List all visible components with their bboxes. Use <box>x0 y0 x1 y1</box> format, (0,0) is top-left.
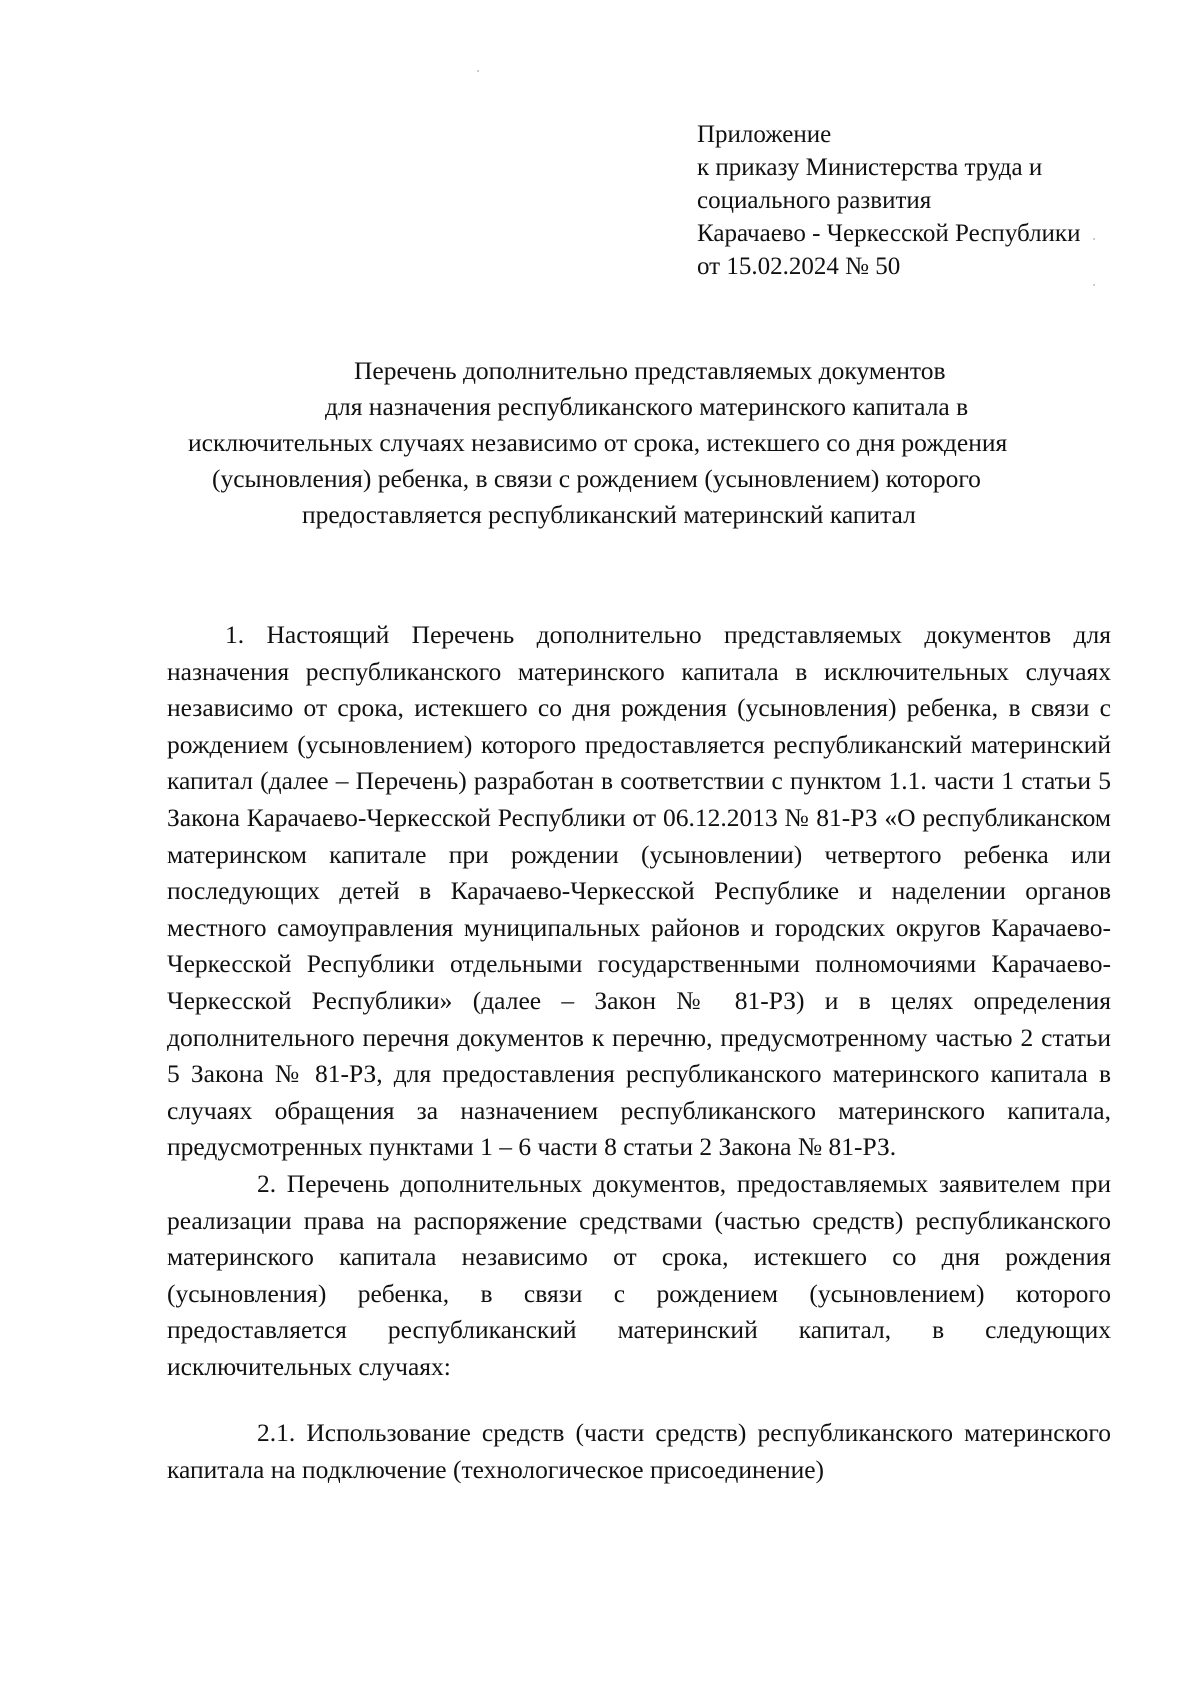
title-line: (усыновления) ребенка, в связи с рождением (усыновлением) которого <box>212 464 981 493</box>
approval-line: Приложение <box>697 121 832 148</box>
approval-line: к приказу Министерства труда и <box>697 154 1043 181</box>
approval-block <box>697 118 1080 283</box>
paragraph-1 <box>167 617 1111 1166</box>
document-title <box>150 353 1115 533</box>
paragraph-text: 1. Настоящий Перечень дополнительно представляемых документов для назначения республиканского материнского капитала в исключительных случаях независимо от срока, истекшего со дня рождения (усыновления) ребенка, в связи с рождением (усыновлением) которого предоставляется республиканский материнский капитал (далее – Перечень) разработан в соответствии с пунктом 1.1. части 1 статьи 5 Закона Карачаево-Черкесской Республики от 06.12.2013 № 81-РЗ «О республиканском материнском капитале при рождении (усыновлении) четвертого ребенка или последующих детей в Карачаево-Черкесской Республике и наделении органов местного самоуправления муниципальных районов и городских округов Карачаево-Черкесской Республики отдельными государственными полномочиями Карачаево-Черкесской Республики» (далее – Закон № 81-РЗ) и в целях определения дополнительного перечня документов к перечню, предусмотренному частью 2 статьи 5 Закона № 81-РЗ, для предоставления республиканского материнского капитала в случаях обращения за назначением республиканского материнского капитала, предусмотренных пунктами 1 – 6 части 8 статьи 2 Закона № 81-РЗ. <box>167 620 1111 1162</box>
title-line: предоставляется республиканский материнский капитал <box>302 500 916 529</box>
paragraph-text: 2. Перечень дополнительных документов, предоставляемых заявителем при реализации права на распоряжение средствами (частью средств) республиканского материнского капитала независимо от срока, истекшего со дня рождения (усыновления) ребенка, в связи с рождением (усыновлением) которого предоставляется республиканский материнский капитал, в следующих исключительных случаях: <box>167 1168 1111 1381</box>
approval-line: Карачаево - Черкесской Республики <box>697 220 1081 247</box>
title-line: для назначения республиканского материнского капитала в <box>325 392 969 421</box>
document-body <box>167 617 1111 1489</box>
scan-speck <box>1093 238 1095 240</box>
paragraph-2-1 <box>167 1415 1111 1488</box>
scan-speck <box>477 70 479 72</box>
paragraph-text: 2.1. Использование средств (части средств) республиканского материнского капитала на подключение (технологическое присоединение) <box>167 1418 1111 1485</box>
paragraph-2 <box>167 1166 1111 1386</box>
approval-line: от 15.02.2024 № 50 <box>697 253 901 280</box>
scan-speck <box>1093 284 1095 286</box>
title-line: исключительных случаях независимо от срока, истекшего со дня рождения <box>188 428 1008 457</box>
approval-line: социального развития <box>697 187 932 214</box>
title-line: Перечень дополнительно представляемых документов <box>354 356 946 385</box>
